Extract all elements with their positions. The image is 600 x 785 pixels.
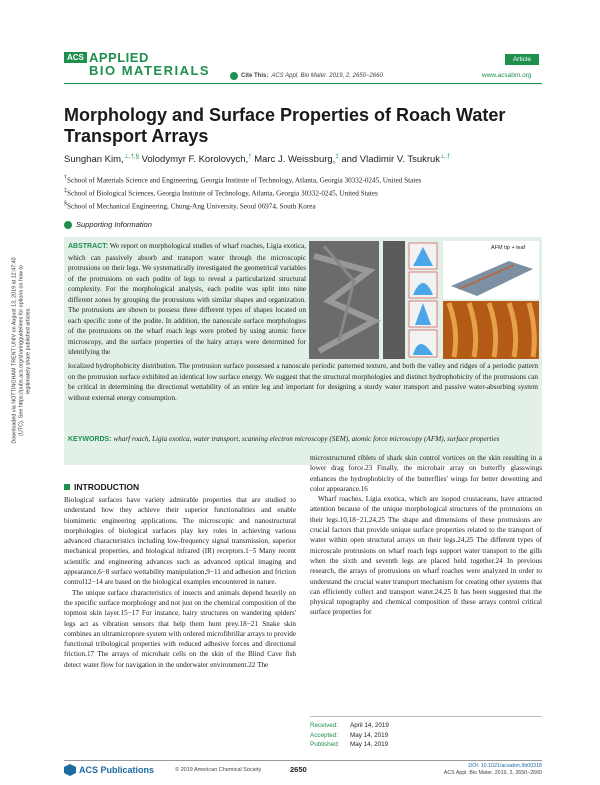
author-sup: † [248, 154, 252, 160]
doi-block [440, 763, 542, 777]
doi-link[interactable]: DOI: 10.1021/acsabm.9b00318 [468, 763, 542, 769]
journal-url[interactable]: www.acsabm.org [482, 72, 532, 79]
author-sup: ‡ [335, 154, 339, 160]
date-published [310, 740, 542, 750]
abstract-label: ABSTRACT: [68, 243, 109, 250]
author[interactable]: and Vladimir V. Tsukruk [341, 154, 441, 166]
supporting-info-icon [64, 221, 72, 229]
affil-sup: ‡ [64, 188, 67, 194]
date-value: May 14, 2019 [350, 731, 389, 739]
footer-rule [64, 760, 542, 761]
page-number: 2650 [290, 765, 307, 774]
date-label: Published: [310, 741, 340, 748]
affil-sup: § [64, 201, 67, 207]
date-value: May 14, 2019 [350, 741, 389, 748]
article-title: Morphology and Surface Properties of Roach Water Transport Arrays [64, 105, 506, 146]
cite-text: ACS Appl. Bio Mater. 2019, 2, 2650−2660 [271, 73, 383, 79]
acs-publications-logo[interactable] [64, 764, 154, 776]
affiliation [64, 201, 542, 210]
journal-name-line1: APPLIED [89, 50, 149, 65]
author-list [64, 153, 542, 165]
keywords-text: wharf roach, Ligia exotica, water transport, scanning electron microscopy (SEM), atomic force microscopy (AFM), surface properties [113, 435, 500, 443]
section-marker-icon [64, 484, 70, 490]
author-sup: ⊥,† [440, 154, 451, 160]
keywords-label: KEYWORDS: [68, 436, 112, 443]
abstract-full-width-text: localized hydrophobicity distribution. The protrusion surface possessed a nanoscale periodic patterned texture, and both the valley and ridges of a periodic pattern on the protrusion surface exhibited an identical low surface energy. We suggest that the structural morphologies and distinct hydrophobicity of the protrusions can be critical in determining the directional wettability of an entire leg and important for designing a sturdy water transport and passive water-absorbing system without external energy consumption. [68, 362, 538, 402]
cite-this[interactable] [230, 72, 383, 80]
date-label: Accepted: [310, 731, 339, 739]
toc-label: AFM tip + leaf [491, 245, 526, 251]
affil-text: School of Materials Science and Engineering, Georgia Institute of Technology, Atlanta, Georgia 30332-0245, United States [67, 176, 422, 185]
section-title: INTRODUCTION [74, 482, 140, 492]
right-column [310, 453, 542, 618]
publisher-name: ACS Publications [79, 765, 155, 775]
acs-badge: ACS [64, 52, 87, 63]
cite-icon [230, 72, 238, 80]
sem-strip-panel [383, 241, 405, 359]
article-type-tag: Article [505, 54, 539, 65]
affil-sup: † [64, 175, 67, 181]
date-label: Received: [310, 722, 339, 729]
affiliation [64, 175, 542, 184]
date-received [310, 721, 542, 731]
paragraph: Biological surfaces have variety admirable properties that are studied to understand how they achieve their superior functionalities and enable biomimetic engineering applications. The microscopic and nanostructural morphologies of biological surfaces play key roles in achieving various advanced characteristics including low-frequency signal transmission, superior mechanical properties, and biological infrared (IR) receptors.1−5 Many recent scientific and engineering advances such as advanced optical imaging and appearance,6−8 surface wettability manipulation,9−11 and adhesion and friction control12−14 are based on the biological examples encountered in nature. [64, 496, 296, 587]
acs-logo-icon [64, 764, 76, 776]
date-accepted [310, 731, 542, 741]
affiliation [64, 188, 542, 197]
abstract-column-text [68, 241, 306, 358]
author[interactable]: Volodymyr F. Korolovych, [141, 154, 249, 166]
journal-name-line2: BIO MATERIALS [89, 63, 211, 78]
journal-reference: ACS Appl. Bio Mater. 2019, 2, 2650−2660 [443, 770, 542, 776]
download-side-note: Downloaded via NOTTINGHAM TRENT UNIV on August 13, 2019 at 12:47:40 (UTC). See https://pubs.acs.org/sharingguidelines for options on how to legitimately share published articles. [11, 257, 32, 444]
author[interactable]: Marc J. Weissburg, [254, 154, 336, 166]
affil-text: School of Mechanical Engineering, Chung-Ang University, Seoul 06974, South Korea [67, 202, 316, 211]
supporting-info-link[interactable] [64, 220, 152, 229]
abstract-text-part1: We report on morphological studies of wharf roaches, Ligia exotica, which can passively absorb and transport water through the microscopic protrusions on their legs. We systematically investigated the geometrical variables of the protrusions on each podite of legs to reveal a particularized structural complexity. For the morphological analysis, each podite was split into nine different zones by grouping the protrusions with similar shapes and organization. The protrusions are shown to possess three different types of shapes located on each specific zone of the podite. In addition, the nanoscale surface morphologies of the protrusions on the wharf roach legs were probed by using atomic force microscopy, and the surface properties of the hairy arrays were determined for identifying the [68, 242, 307, 356]
supporting-info-label: Supporting Information [76, 220, 152, 229]
left-column [64, 495, 296, 670]
paragraph: The unique surface characteristics of insects and animals depend heavily on the specific surface morphology and not just on the chemical composition of the topmost skin layer.15−17 For instance, hairy structures on wandering spiders' legs act as vibration sensors that help them hunt prey.18−21 Snake skin combines an ultramicropore system with ordered microfibrillar arrays to provide functional tribological properties with reduced adhesive forces and directional friction.17 The arrays of microhair cells on the skin of the Blind Cave fish detect water flow for navigation in the underwater environment.22 The [64, 588, 296, 669]
toc-graphic [309, 241, 539, 359]
date-value: April 14, 2019 [350, 722, 389, 729]
affil-text: School of Biological Sciences, Georgia Institute of Technology, Atlanta, Georgia 30332-0245, United States [67, 189, 378, 198]
cite-label: Cite This: [241, 73, 269, 79]
author-sup: ⊥,†,§ [123, 154, 139, 160]
author[interactable]: Sunghan Kim, [64, 154, 124, 166]
section-heading [64, 482, 139, 492]
keywords [68, 434, 538, 446]
copyright: © 2019 American Chemical Society [175, 767, 262, 773]
header-rule [64, 83, 542, 84]
publication-dates [310, 716, 542, 750]
paragraph: Wharf roaches, Ligia exotica, which are isopod crustaceans, have attracted attention because of the unique morphological structures of the protrusions on their legs.10,18−21,24,25 The shape and dimensions of these protrusions are crucial factors that provide unique surface properties related to the transport of water within open structural arrays on their legs.24,25 The different types of microscale protrusions on wharf roach legs support water transport to the gills when the sixth and seventh legs are placed held together.24 In previous research, the arrays of protrusions on wharf roaches were analyzed in order to understand the crucial water transport mechanism for creating other systems that can efficiently collect and transport water.24,25 It has been suggested that the physical topography and chemical composition of these arrays control critical surface properties for [310, 495, 542, 617]
paragraph: microstructured riblets of shark skin control vortices on the skin resulting in a lower drag force.23 Finally, the microhair array on butterfly glasswings enhances the hydrophobicity of the butterflies' wings for better dewetting and color appearance.16 [310, 454, 542, 493]
